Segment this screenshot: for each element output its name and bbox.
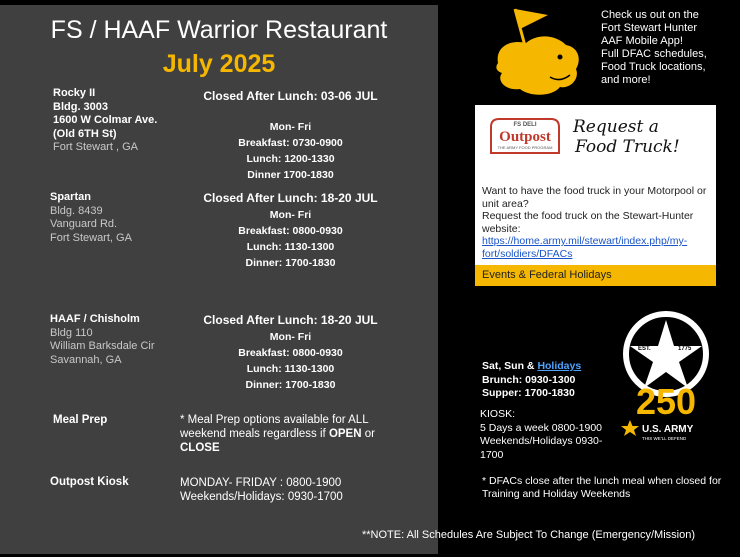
- kiosk-label: KIOSK:: [480, 408, 516, 420]
- location-note: (Old 6TH St): [53, 127, 117, 140]
- army-motto: THIS WE'LL DEFEND: [642, 436, 687, 441]
- dinner-hours: Dinner 1700-1830: [247, 169, 334, 181]
- schedule-rocky-ii: [178, 87, 403, 183]
- meal-prep-label: Meal Prep: [53, 414, 108, 426]
- events-holidays-link[interactable]: Events & Federal Holidays: [475, 265, 716, 286]
- promo-line: Fort Stewart Hunter: [601, 22, 697, 34]
- est-year: 1775: [678, 346, 692, 352]
- location-city: Fort Stewart, GA: [50, 231, 132, 244]
- supper-hours: Supper: 1700-1830: [482, 387, 575, 399]
- page-title: FS / HAAF Warrior Restaurant: [50, 16, 388, 44]
- mobile-app-promo: [601, 9, 731, 87]
- location-city: Fort Stewart , GA: [53, 141, 138, 153]
- kiosk-weekend-hours: Weekends/Holidays: 0930-1700: [180, 491, 343, 503]
- kiosk-weekend: Weekends/Holidays 0930-1700: [480, 435, 603, 461]
- promo-line: and more!: [601, 74, 651, 86]
- schedule-days: Mon- Fri: [269, 209, 312, 221]
- holidays-link[interactable]: Holidays: [537, 360, 582, 372]
- headline-line-2: Food Truck!: [575, 137, 680, 157]
- food-truck-link[interactable]: https://home.army.mil/stewart/index.php/my-fort/soldiers/DFACs: [482, 235, 688, 260]
- headline-line-1: Request a: [573, 117, 659, 137]
- location-name: Spartan: [50, 191, 91, 203]
- location-haaf-chisholm: [50, 313, 190, 367]
- location-building: Bldg 110: [50, 326, 93, 339]
- meal-prep-intro: * Meal Prep options available for ALL weekend meals regardless if: [180, 414, 369, 440]
- location-city: Savannah, GA: [50, 353, 122, 366]
- food-truck-question: Want to have the food truck in your Motorpool or unit area?: [482, 185, 707, 210]
- location-name: Rocky II: [53, 87, 96, 99]
- outpost-logo-sub: THE ARMY FOOD PROGRAM: [497, 145, 553, 150]
- schedule-haaf-chisholm: [178, 311, 403, 393]
- dinner-hours: Dinner: 1700-1830: [245, 379, 336, 391]
- bulldog-mascot-icon: [490, 5, 585, 100]
- schedule-days: Mon- Fri: [269, 121, 312, 133]
- outpost-kiosk-label: Outpost Kiosk: [50, 476, 129, 488]
- schedule-days: Mon- Fri: [269, 331, 312, 343]
- outpost-logo-top: FS DELI: [513, 122, 537, 128]
- meal-prep-text: [180, 413, 400, 455]
- food-truck-headline: [573, 117, 680, 157]
- schedule-spartan: [178, 189, 403, 271]
- army-250-logo-icon: [616, 310, 716, 445]
- lunch-hours: Lunch: 1130-1300: [246, 241, 335, 253]
- location-name: HAAF / Chisholm: [50, 313, 140, 325]
- weekend-days: [482, 360, 612, 374]
- outpost-logo-text: Outpost: [499, 129, 551, 145]
- closure-notice: Closed After Lunch: 03-06 JUL: [203, 89, 378, 103]
- anniversary-number: 250: [635, 381, 697, 422]
- location-spartan: [50, 191, 190, 245]
- closure-notice: Closed After Lunch: 18-20 JUL: [203, 313, 378, 327]
- food-truck-text: [482, 185, 712, 260]
- breakfast-hours: Breakfast: 0730-0900: [238, 137, 343, 149]
- location-street: Vanguard Rd.: [50, 218, 118, 230]
- location-street: William Barksdale Cir: [50, 340, 155, 352]
- army-label: U.S. ARMY: [642, 424, 694, 435]
- kiosk-weekday-hours: MONDAY- FRIDAY : 0800-1900: [180, 477, 342, 489]
- lunch-hours: Lunch: 1200-1330: [246, 153, 335, 165]
- dinner-hours: Dinner: 1700-1830: [245, 257, 336, 269]
- lunch-hours: Lunch: 1130-1300: [246, 363, 335, 375]
- kiosk-weekday: 5 Days a week 0800-1900: [480, 421, 602, 434]
- breakfast-hours: Breakfast: 0800-0930: [238, 225, 343, 237]
- location-building: Bldg. 8439: [50, 204, 103, 217]
- footer-note: **NOTE: All Schedules Are Subject To Change (Emergency/Mission): [362, 529, 696, 541]
- kiosk-hours-right: [480, 408, 620, 462]
- location-street: 1600 W Colmar Ave.: [53, 114, 158, 126]
- meal-prep-open: OPEN: [328, 428, 362, 440]
- army-star-icon: [621, 420, 639, 436]
- outpost-kiosk-hours: [180, 476, 400, 504]
- weekend-days-prefix: Sat, Sun &: [482, 360, 538, 372]
- food-truck-request: Request the food truck on the Stewart-Hunter website:: [482, 210, 694, 235]
- promo-line: Check us out on the: [601, 9, 699, 21]
- breakfast-hours: Breakfast: 0800-0930: [238, 347, 343, 359]
- location-rocky-ii: [53, 87, 193, 155]
- meal-prep-close: CLOSE: [180, 442, 220, 454]
- outpost-logo: [485, 113, 565, 161]
- promo-line: Full DFAC schedules,: [601, 48, 707, 60]
- food-truck-box: [475, 105, 716, 286]
- dfac-closure-note: * DFACs close after the lunch meal when closed for Training and Holiday Weekends: [482, 475, 722, 500]
- promo-line: Food Truck locations,: [601, 61, 706, 73]
- meal-prep-or: or: [361, 428, 375, 440]
- month-heading: July 2025: [162, 50, 276, 78]
- est-label: EST.: [638, 346, 651, 352]
- brunch-hours: Brunch: 0930-1300: [482, 373, 576, 386]
- location-building: Bldg. 3003: [53, 100, 109, 113]
- weekend-hours: [482, 360, 612, 401]
- closure-notice: Closed After Lunch: 18-20 JUL: [203, 191, 378, 205]
- promo-line: AAF Mobile App!: [601, 35, 683, 47]
